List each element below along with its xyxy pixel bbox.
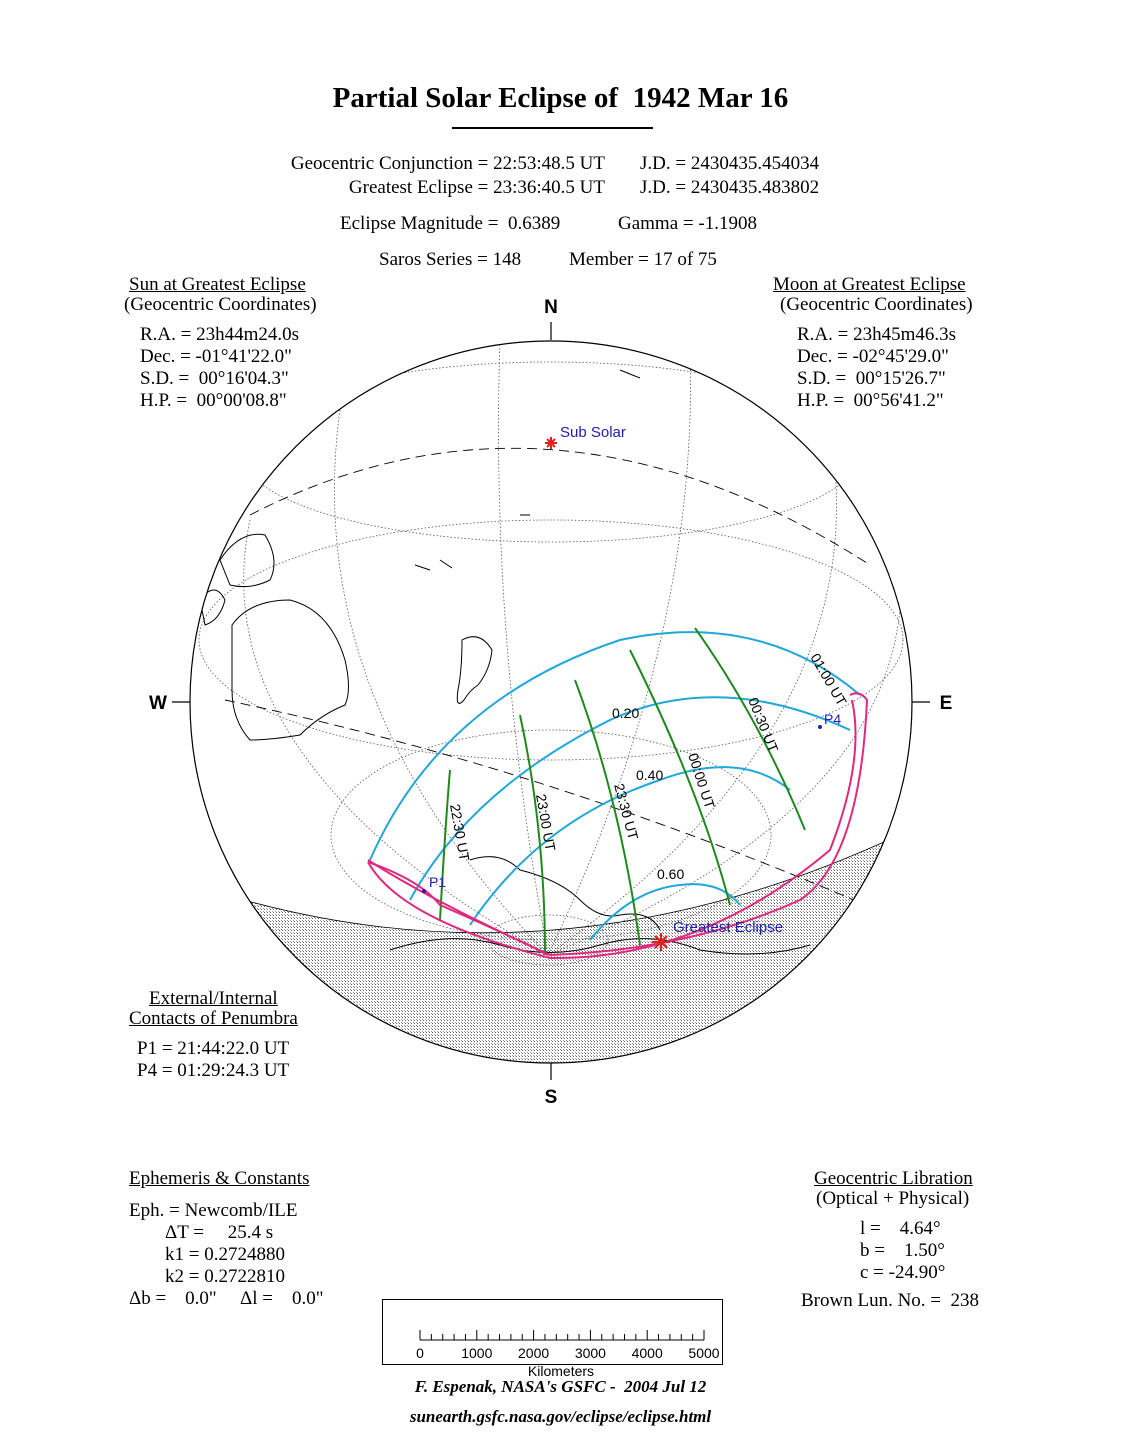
ephemeris-k2: k2 = 0.2722810: [165, 1266, 285, 1287]
moon-heading: Moon at Greatest Eclipse: [773, 274, 966, 295]
greatest-eclipse-label: Greatest Eclipse: [673, 919, 784, 936]
australia: [232, 600, 349, 740]
new-zealand: [457, 637, 492, 704]
ephemeris-k1: k1 = 0.2724880: [165, 1244, 285, 1265]
libration-heading: Geocentric Libration: [814, 1168, 973, 1189]
magnitude-label-060: 0.60: [657, 866, 685, 882]
time-label-0030: 00:30 UT: [745, 695, 782, 755]
sun-dec: Dec. = -01°41'22.0": [140, 346, 292, 367]
conjunction-label-text: Geocentric Conjunction =: [290, 153, 494, 174]
greatest-eclipse-time: 23:36:40.5 UT: [493, 177, 605, 198]
sub-solar-label: Sub Solar: [560, 424, 626, 441]
time-label-2300: 23:00 UT: [533, 792, 559, 853]
new-guinea: [220, 534, 274, 586]
time-label-0000: 00:00 UT: [685, 750, 719, 811]
ephemeris-delta-t: ΔT = 25.4 s: [165, 1222, 274, 1243]
p1-point: [422, 889, 426, 893]
sun-heading: Sun at Greatest Eclipse: [129, 274, 306, 295]
sun-ra: R.A. = 23h44m24.0s: [140, 324, 300, 345]
scale-labels: [416, 1345, 720, 1361]
scale-tick-label: 5000: [688, 1345, 720, 1361]
conjunction-jd-value: 2430435.454034: [690, 153, 820, 174]
saros-member: Member = 17 of 75: [569, 249, 717, 270]
time-label-0100: 01:00 UT: [807, 650, 851, 709]
greatest-eclipse-jd-value: 2430435.483802: [690, 177, 820, 198]
moon-sd: S.D. = 00°15'26.7": [797, 368, 946, 389]
scale-unit: Kilometers: [527, 1363, 595, 1379]
scale-tick-label: 3000: [574, 1345, 606, 1361]
time-2230-curve: [440, 770, 450, 920]
source-url[interactable]: sunearth.gsfc.nasa.gov/eclipse/eclipse.html: [409, 1407, 712, 1426]
ephemeris-delta-b: Δb = 0.0": [129, 1288, 217, 1309]
scale-bar-box: [382, 1299, 723, 1379]
compass-south: S: [544, 1087, 558, 1108]
scale-tick-label: 0: [416, 1345, 424, 1361]
time-label-2330: 23:30 UT: [611, 781, 642, 842]
p4-label: P4: [824, 711, 842, 727]
credit-line: F. Espenak, NASA's GSFC - 2004 Jul 12: [414, 1377, 707, 1396]
magnitude-000-curve: [370, 632, 860, 860]
brown-lunation-number: Brown Lun. No. = 238: [801, 1290, 980, 1311]
sub-solar-marker: [545, 437, 557, 449]
sun-hp: H.P. = 00°00'08.8": [140, 390, 287, 411]
moon-hp: H.P. = 00°56'41.2": [797, 390, 944, 411]
eclipse-magnitude: Eclipse Magnitude = 0.6389: [340, 213, 561, 234]
terminator-lines: [225, 448, 900, 920]
moon-ra: R.A. = 23h45m46.3s: [797, 324, 957, 345]
contact-p1: P1 = 21:44:22.0 UT: [137, 1038, 290, 1059]
magnitude-label-020: 0.20: [612, 705, 640, 721]
compass-north: N: [544, 297, 558, 318]
page-title: Partial Solar Eclipse of 1942 Mar 16: [332, 82, 789, 114]
ephemeris-heading: Ephemeris & Constants: [129, 1168, 310, 1189]
contact-p4: P4 = 01:29:24.3 UT: [137, 1060, 290, 1081]
compass-east: E: [939, 693, 953, 714]
contacts-heading-2: Contacts of Penumbra: [129, 1008, 298, 1029]
compass-west: W: [149, 693, 167, 714]
greatest-eclipse-label-text: Greatest Eclipse =: [348, 177, 494, 198]
sun-subheading: (Geocentric Coordinates): [124, 294, 317, 315]
libration-b: b = 1.50°: [860, 1240, 945, 1261]
ephemeris-eph: Eph. = Newcomb/ILE: [129, 1200, 298, 1221]
scale-tick-label: 4000: [631, 1345, 663, 1361]
p1-label: P1: [429, 874, 447, 890]
sun-sd: S.D. = 00°16'04.3": [140, 368, 289, 389]
gamma: Gamma = -1.1908: [618, 213, 757, 234]
scale-tick-label: 1000: [461, 1345, 493, 1361]
conjunction-time: 22:53:48.5 UT: [493, 153, 605, 174]
conjunction-jd-label: J.D. =: [640, 153, 691, 174]
magnitude-label-040: 0.40: [636, 767, 664, 783]
saros-series: Saros Series = 148: [379, 249, 522, 270]
scale-ticks: [420, 1330, 704, 1340]
moon-dec: Dec. = -02°45'29.0": [797, 346, 949, 367]
libration-c: c = -24.90°: [860, 1262, 946, 1283]
p4-point: [818, 725, 822, 729]
scale-bar: [391, 1318, 730, 1382]
libration-subheading: (Optical + Physical): [816, 1188, 970, 1209]
contacts-heading-1: External/Internal: [149, 988, 278, 1009]
greatest-eclipse-jd-label: J.D. =: [640, 177, 691, 198]
time-label-2230: 22:30 UT: [447, 802, 473, 863]
scale-tick-label: 2000: [518, 1345, 550, 1361]
graticule: [199, 341, 903, 965]
ephemeris-delta-l: Δl = 0.0": [240, 1288, 324, 1309]
libration-l: l = 4.64°: [860, 1218, 941, 1239]
moon-subheading: (Geocentric Coordinates): [780, 294, 973, 315]
